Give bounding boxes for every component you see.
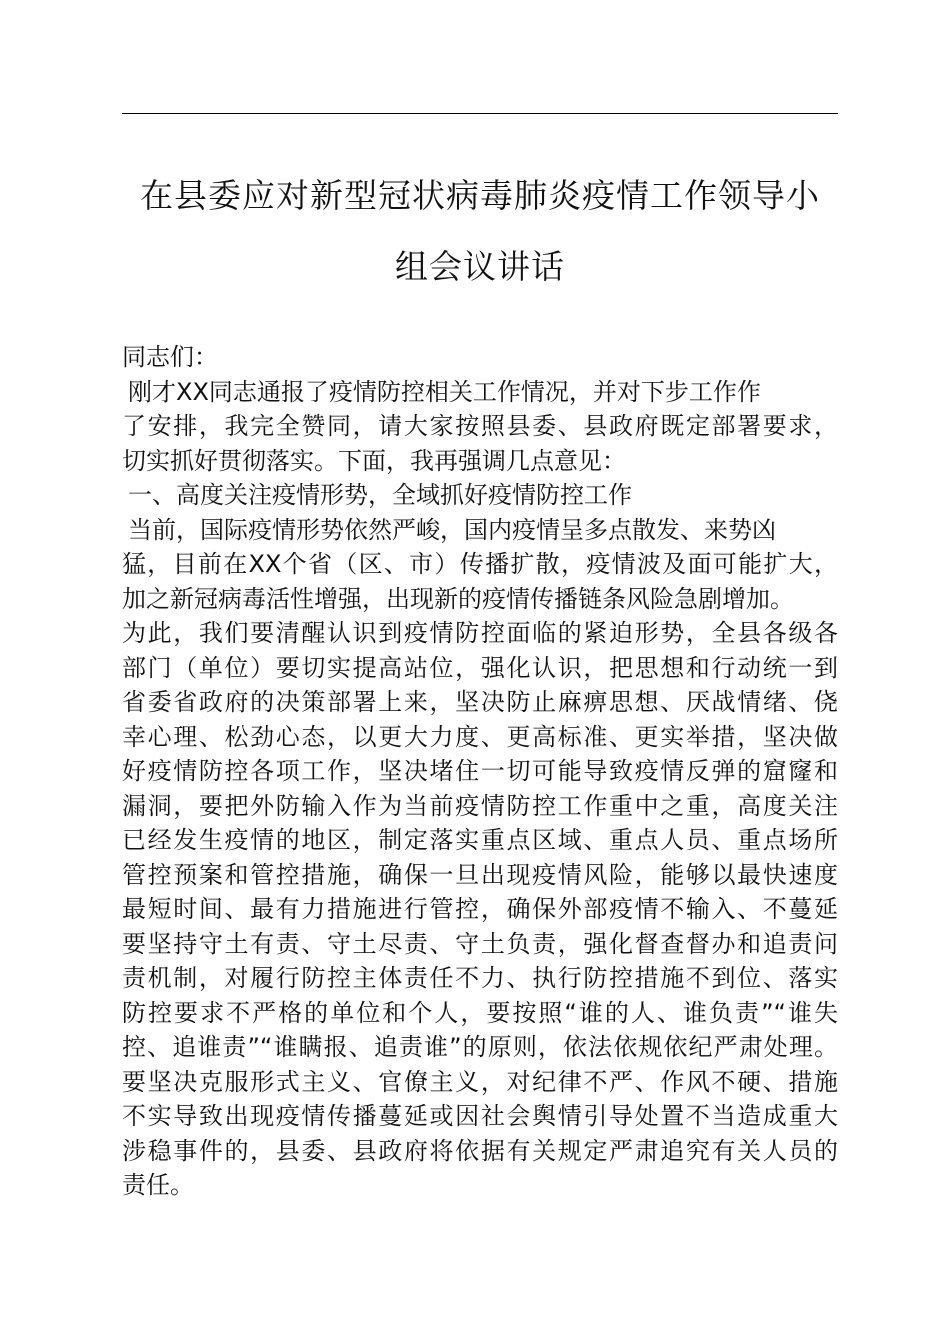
- body-line: 要坚决克服形式主义、官僚主义，对纪律不严、作风不硬、措施: [122, 1067, 838, 1096]
- header-rule: [122, 113, 838, 114]
- body-line: 部门（单位）要切实提高站位，强化认识，把思想和行动统一到: [122, 653, 838, 682]
- body-line: 漏洞，要把外防输入作为当前疫情防控工作重中之重，高度关注: [122, 791, 838, 820]
- body-line: 猛，目前在XX个省（区、市）传播扩散，疫情波及面可能扩大，: [122, 550, 838, 578]
- section-heading: 一、高度关注疫情形势，全域抓好疫情防控工作: [128, 481, 632, 509]
- body-line: 切实抓好贯彻落实。下面，我再强调几点意见：: [122, 446, 626, 475]
- body-line: 为此，我们要清醒认识到疫情防控面临的紧迫形势，全县各级各: [122, 619, 838, 647]
- body-line: 要坚持守土有责、守土尽责、守土负责，强化督查督办和追责问: [122, 929, 838, 958]
- body-line: 涉稳事件的，县委、县政府将依据有关规定严肃追究有关人员的: [122, 1136, 838, 1165]
- body-line: 最短时间、最有力措施进行管控，确保外部疫情不输入、不蔓延: [122, 895, 838, 923]
- body-line: 已经发生疫情的地区，制定落实重点区域、重点人员、重点场所: [122, 826, 838, 854]
- body-line: 责任。: [122, 1171, 194, 1199]
- body-line: 好疫情防控各项工作，坚决堵住一切可能导致疫情反弹的窟窿和: [122, 757, 838, 785]
- body-line: 当前，国际疫情形势依然严峻，国内疫情呈多点散发、来势凶: [128, 515, 776, 544]
- document-title-line-2: 组会议讲话: [395, 247, 565, 286]
- body-line: 责机制，对履行防控主体责任不力、执行防控措施不到位、落实: [122, 964, 838, 992]
- body-line: 防控要求不严格的单位和个人，要按照“谁的人、谁负责”“谁失: [122, 998, 838, 1027]
- body-line: 管控预案和管控措施，确保一旦出现疫情风险，能够以最快速度: [122, 860, 838, 889]
- body-line: 不实导致出现疫情传播蔓延或因社会舆情引导处置不当造成重大: [122, 1102, 838, 1130]
- body-line: 加之新冠病毒活性增强，出现新的疫情传播链条风险急剧增加。: [122, 584, 794, 613]
- salutation: 同志们：: [122, 343, 218, 371]
- body-line: 省委省政府的决策部署上来，坚决防止麻痹思想、厌战情绪、侥: [122, 688, 838, 716]
- body-line: 刚才XX同志通报了疫情防控相关工作情况，并对下步工作作: [128, 377, 761, 406]
- document-body: [122, 340, 838, 1203]
- body-line: 控、追谁责”“谁瞒报、追责谁”的原则，依法依规依纪严肃处理。: [122, 1033, 838, 1061]
- document-title-line-1: 在县委应对新型冠状病毒肺炎疫情工作领导小: [140, 176, 820, 215]
- body-line: 幸心理、松劲心态，以更大力度、更高标准、更实举措，坚决做: [122, 722, 838, 751]
- body-line: 了安排，我完全赞同，请大家按照县委、县政府既定部署要求，: [122, 412, 838, 440]
